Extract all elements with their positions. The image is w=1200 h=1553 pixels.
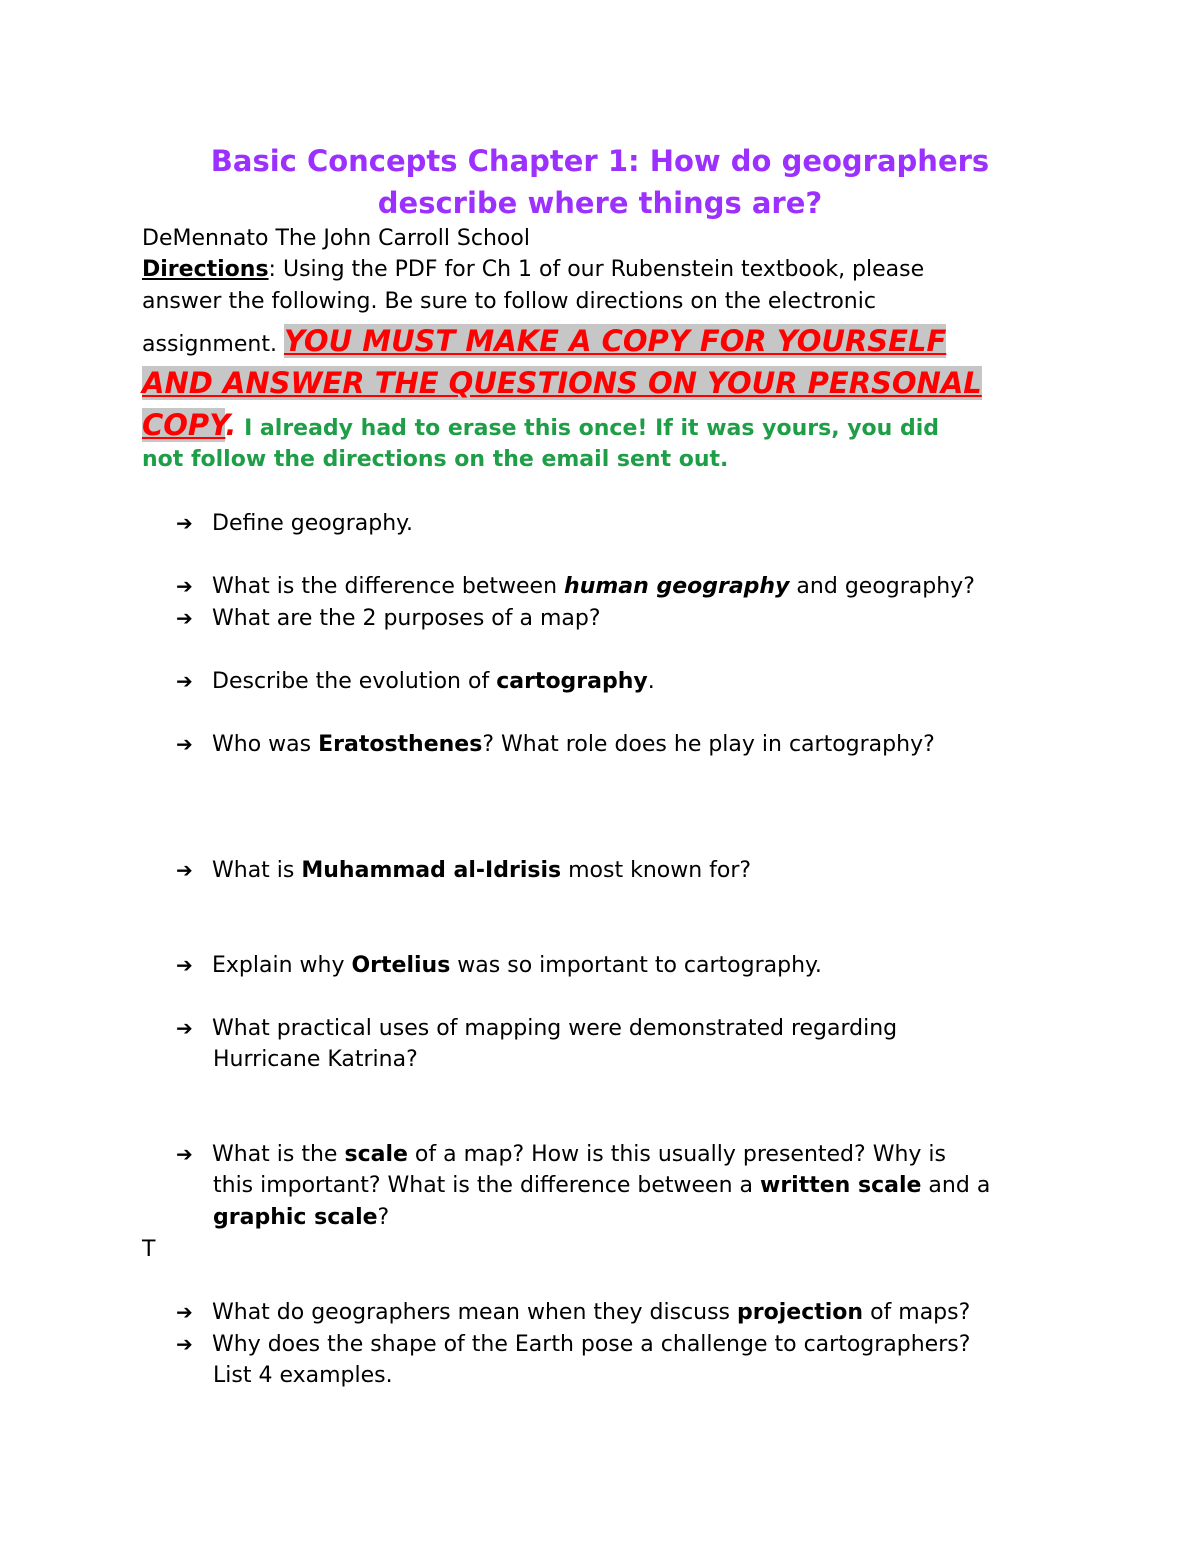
warning-text-2: AND ANSWER THE QUESTIONS ON YOUR PERSONAL (142, 366, 982, 400)
list-item: ➔ Explain why Ortelius was so important to cartography. (176, 949, 822, 982)
directions-line-3: assignment. YOU MUST MAKE A COPY FOR YOURSELF (142, 324, 947, 358)
warning-line-2 (142, 364, 982, 406)
directions-text: Using the PDF for Ch 1 of our Rubenstein textbook, please (275, 257, 925, 282)
list-item: ➔ What are the 2 purposes of a map? (176, 602, 601, 635)
arrow-icon: ➔ (176, 1142, 193, 1166)
directions-line-2: answer the following. Be sure to follow directions on the electronic (142, 289, 876, 314)
notice-text-2: not follow the directions on the email sent out. (142, 447, 729, 472)
arrow-icon: ➔ (176, 669, 193, 693)
stray-letter: T (142, 1237, 156, 1262)
notice-line-2 (142, 445, 728, 475)
directions-label: Directions (142, 257, 269, 282)
list-item-continuation: Hurricane Katrina? (213, 1047, 418, 1072)
list-item: ➔ What is the difference between human geography and geography? (176, 570, 975, 603)
warning-text-1: YOU MUST MAKE A COPY FOR YOURSELF (283, 324, 947, 358)
list-item: ➔ What is Muhammad al-Idrisis most known for? (176, 854, 751, 887)
arrow-icon: ➔ (176, 511, 193, 535)
arrow-icon: ➔ (176, 858, 193, 882)
arrow-icon: ➔ (176, 606, 193, 630)
arrow-icon: ➔ (176, 1016, 193, 1040)
list-item: ➔ Why does the shape of the Earth pose a challenge to cartographers? (176, 1328, 970, 1361)
list-item: ➔ Define geography. (176, 507, 413, 540)
list-item: ➔ What is the scale of a map? How is this usually presented? Why is (176, 1138, 946, 1171)
list-item-continuation: List 4 examples. (213, 1363, 393, 1388)
list-item: ➔ What practical uses of mapping were demonstrated regarding (176, 1012, 897, 1045)
warning-text-3: COPY (142, 408, 226, 442)
warning-line-3: COPY. I already had to erase this once! If it was yours, you did (142, 408, 940, 442)
author-line: DeMennato The John Carroll School (142, 226, 530, 251)
list-item-continuation: this important? What is the difference between a written scale and a (213, 1173, 991, 1198)
directions-line-1: Directions: Using the PDF for Ch 1 of our Rubenstein textbook, please (142, 257, 925, 282)
notice-text-1: I already had to erase this once! If it was yours, you did (236, 416, 940, 441)
page-title (120, 140, 1080, 224)
arrow-icon: ➔ (176, 1300, 193, 1324)
arrow-icon: ➔ (176, 574, 193, 598)
title-line-2: describe where things are? (377, 186, 823, 220)
list-item-continuation: graphic scale? (213, 1205, 390, 1230)
arrow-icon: ➔ (176, 953, 193, 977)
arrow-icon: ➔ (176, 732, 193, 756)
arrow-icon: ➔ (176, 1332, 193, 1356)
list-item: ➔ Who was Eratosthenes? What role does he play in cartography? (176, 728, 935, 761)
list-item: ➔ What do geographers mean when they discuss projection of maps? (176, 1296, 970, 1329)
title-line-1: Basic Concepts Chapter 1: How do geographers (210, 144, 990, 178)
list-item: ➔ Describe the evolution of cartography. (176, 665, 655, 698)
